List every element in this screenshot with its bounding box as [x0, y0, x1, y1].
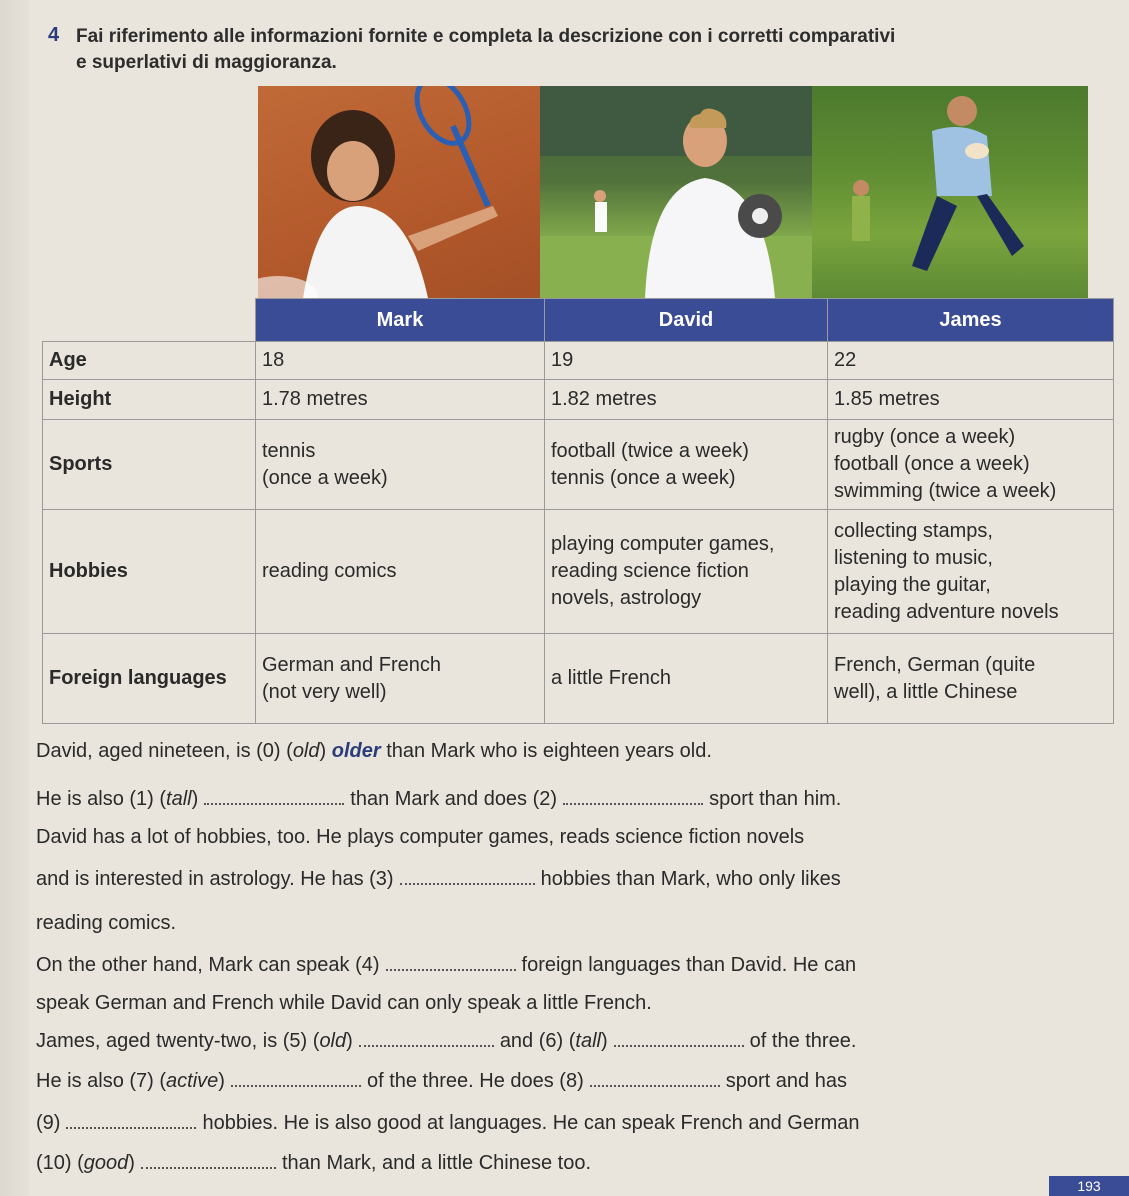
cell-line: collecting stamps, [834, 519, 993, 542]
text-segment: He is also (7) ( [36, 1070, 167, 1092]
cell-line: 22 [834, 349, 857, 371]
text-line-5 [36, 912, 176, 935]
row-languages [43, 634, 1114, 724]
text-segment: ) [191, 788, 199, 810]
text-segment: David has a lot of hobbies, too. He plays computer games, reads science fiction novels [36, 826, 805, 848]
row-label-hobbies: Hobbies [43, 510, 256, 634]
example-answer: older [331, 740, 381, 762]
text-segment: old [319, 1030, 347, 1052]
text-segment: and is interested in astrology. He has (3) [36, 868, 394, 890]
header-james: James [828, 299, 1114, 342]
row-height [43, 380, 1114, 420]
text-segment: sport than him. [709, 788, 842, 810]
cell-mark-languages [256, 634, 545, 724]
cell-line: reading comics [262, 560, 397, 582]
text-line-3 [36, 826, 804, 849]
instruction-line-1: Fai riferimento alle informazioni fornite e completa la descrizione con i corretti comparativi [76, 26, 896, 47]
cell-line: swimming (twice a week) [834, 480, 1057, 502]
answer-blank-4[interactable] [386, 968, 516, 971]
text-segment: On the other hand, Mark can speak (4) [36, 954, 380, 976]
tennis-player-illustration [258, 86, 540, 298]
cell-david-languages [545, 634, 828, 724]
text-segment: ) [600, 1030, 608, 1052]
cell-david-sports [545, 420, 828, 510]
cell-david-height [545, 380, 828, 420]
cell-james-age [828, 342, 1114, 380]
cell-line: a little French [551, 667, 672, 689]
row-label-height: Height [43, 380, 256, 420]
text-segment: active [166, 1070, 219, 1092]
answer-blank-7[interactable] [231, 1084, 361, 1087]
text-segment: ) [218, 1070, 225, 1092]
text-segment: and (6) ( [499, 1030, 576, 1052]
cell-james-hobbies [828, 510, 1114, 634]
cell-line: reading adventure novels [834, 600, 1059, 623]
text-segment: ) [319, 740, 332, 762]
table-header-row [43, 299, 1114, 342]
cell-david-hobbies [545, 510, 828, 634]
text-segment: of the three. [749, 1030, 857, 1052]
row-sports [43, 420, 1114, 510]
cell-line: football (twice a week) [551, 439, 749, 462]
text-segment: tall [575, 1030, 601, 1052]
cell-james-height [828, 380, 1114, 420]
text-segment: tall [166, 788, 192, 810]
cell-line: tennis [262, 439, 316, 462]
text-line-10 [36, 1112, 860, 1135]
text-segment: (10) ( [36, 1152, 84, 1174]
text-segment: than Mark who is eighteen years old. [380, 740, 712, 762]
cell-line: French, German (quite [834, 653, 1036, 676]
cell-line: 1.82 metres [551, 388, 657, 410]
cell-line: 19 [551, 349, 574, 371]
header-blank-cell [49, 299, 61, 341]
photo-mark-tennis [258, 86, 540, 298]
text-segment: hobbies than Mark, who only likes [540, 868, 841, 890]
text-segment: than Mark and does (2) [350, 788, 558, 810]
instruction-line-2: e superlativi di maggioranza. [76, 52, 337, 73]
photo-strip [258, 86, 1088, 298]
cell-mark-hobbies [256, 510, 545, 634]
text-line-4 [36, 868, 841, 891]
cell-james-sports [828, 420, 1114, 510]
page-number: 193 [1049, 1176, 1129, 1196]
text-line-6 [36, 954, 856, 977]
cell-line: novels, astrology [551, 587, 702, 609]
page-margin [0, 0, 30, 1196]
exercise-number: 4 [48, 24, 60, 46]
row-age [43, 342, 1114, 380]
rugby-player-illustration [812, 86, 1088, 298]
cell-james-languages [828, 634, 1114, 724]
text-segment: ) [128, 1152, 135, 1174]
text-line-8 [36, 1030, 856, 1053]
header-david: David [545, 299, 828, 342]
cell-line: (once a week) [262, 466, 388, 489]
text-segment: David, aged nineteen, is (0) ( [36, 740, 293, 762]
cell-line: rugby (once a week) [834, 426, 1016, 448]
answer-blank-1[interactable] [204, 802, 344, 805]
cell-line: 1.78 metres [262, 388, 368, 410]
text-segment: hobbies. He is also good at languages. He can speak French and German [202, 1112, 860, 1134]
answer-blank-6[interactable] [614, 1044, 744, 1047]
text-segment: than Mark, and a little Chinese too. [281, 1152, 592, 1174]
answer-blank-8[interactable] [590, 1084, 720, 1087]
cell-line: football (once a week) [834, 453, 1030, 475]
text-segment: speak German and French while David can only speak a little French. [36, 992, 652, 1014]
cell-mark-age [256, 342, 545, 380]
cell-david-age [545, 342, 828, 380]
cell-mark-height [256, 380, 545, 420]
text-segment: of the three. He does (8) [366, 1070, 584, 1092]
answer-blank-9[interactable] [66, 1126, 196, 1129]
text-segment: foreign languages than David. He can [521, 954, 857, 976]
text-line-1 [36, 740, 712, 763]
football-player-illustration [540, 86, 812, 298]
answer-blank-10[interactable] [141, 1166, 276, 1169]
photo-james-rugby [812, 86, 1088, 298]
exercise-instruction [76, 24, 895, 76]
cell-mark-sports [256, 420, 545, 510]
cell-line: German and French [262, 653, 441, 676]
cell-line: reading science fiction [551, 560, 749, 582]
row-hobbies [43, 510, 1114, 634]
answer-blank-3[interactable] [400, 882, 535, 885]
text-line-11 [36, 1152, 591, 1175]
text-line-7 [36, 992, 652, 1015]
row-label-age: Age [43, 342, 256, 380]
cell-line: listening to music, [834, 546, 993, 569]
text-line-2 [36, 788, 841, 811]
cell-line: well), a little Chinese [834, 680, 1018, 703]
row-label-sports: Sports [43, 420, 256, 510]
cell-line: playing computer games, [551, 533, 775, 555]
text-segment: good [83, 1152, 129, 1174]
cell-line: tennis (once a week) [551, 466, 736, 489]
header-mark: Mark [256, 299, 545, 342]
answer-blank-2[interactable] [563, 802, 703, 805]
text-segment: reading comics. [36, 912, 177, 934]
text-segment: He is also (1) ( [36, 788, 167, 810]
info-table [42, 298, 1114, 724]
cell-line: (not very well) [262, 680, 387, 703]
answer-blank-5[interactable] [359, 1044, 494, 1047]
cell-line: 1.85 metres [834, 388, 940, 410]
text-segment: sport and has [725, 1070, 847, 1092]
photo-david-football [540, 86, 812, 298]
text-segment: James, aged twenty-two, is (5) ( [36, 1030, 320, 1052]
text-segment: old [292, 740, 320, 762]
row-label-languages: Foreign languages [43, 634, 256, 724]
cell-line: playing the guitar, [834, 573, 991, 596]
text-segment: (9) [36, 1112, 61, 1134]
text-segment: ) [346, 1030, 353, 1052]
cell-line: 18 [262, 349, 285, 371]
text-line-9 [36, 1070, 847, 1093]
